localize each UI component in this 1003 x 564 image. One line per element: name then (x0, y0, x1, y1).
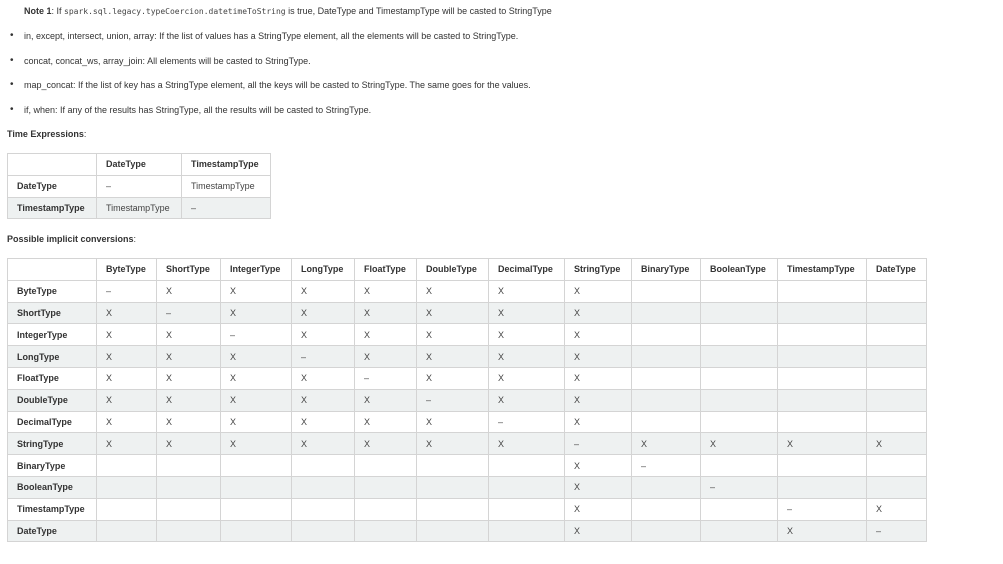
table-cell: TimestampType (97, 197, 182, 219)
table-cell: – (778, 498, 867, 520)
table-cell: X (355, 346, 417, 368)
table-cell: X (221, 280, 292, 302)
table-cell: X (97, 389, 157, 411)
table-cell: X (292, 411, 355, 433)
column-header: ByteType (97, 259, 157, 281)
table-cell: X (292, 324, 355, 346)
table-cell: X (489, 367, 565, 389)
row-header: ShortType (8, 302, 97, 324)
row-header: BinaryType (8, 455, 97, 477)
table-cell: – (355, 367, 417, 389)
table-cell: X (157, 389, 221, 411)
table-cell: – (565, 433, 632, 455)
column-header: BooleanType (701, 259, 778, 281)
table-cell (632, 520, 701, 542)
table-cell (701, 520, 778, 542)
table-cell: X (157, 433, 221, 455)
table-row (8, 520, 927, 542)
table-row (8, 455, 927, 477)
table-cell: X (355, 411, 417, 433)
table-cell (867, 367, 927, 389)
table-cell (489, 520, 565, 542)
table-cell: X (417, 367, 489, 389)
row-header: BooleanType (8, 476, 97, 498)
table-cell (157, 520, 221, 542)
table-cell (221, 498, 292, 520)
table-cell (157, 455, 221, 477)
list-item: • concat, concat_ws, array_join: All elements will be casted to StringType. (24, 51, 531, 76)
table-cell (292, 498, 355, 520)
table-cell: X (292, 280, 355, 302)
table-cell: – (157, 302, 221, 324)
table-cell: X (565, 280, 632, 302)
table-cell: X (417, 346, 489, 368)
table-cell (632, 302, 701, 324)
table-cell: X (97, 324, 157, 346)
table-cell: X (355, 302, 417, 324)
table-cell (489, 455, 565, 477)
table-cell: – (701, 476, 778, 498)
table-cell: – (221, 324, 292, 346)
table-cell: – (97, 280, 157, 302)
table-cell: X (565, 498, 632, 520)
column-header: DecimalType (489, 259, 565, 281)
table-cell (157, 498, 221, 520)
table-cell: X (489, 433, 565, 455)
table-cell: X (417, 280, 489, 302)
table-cell (97, 520, 157, 542)
note-prefix: : If (51, 6, 65, 16)
table-cell: X (565, 346, 632, 368)
list-item: • map_concat: If the list of key has a StringType element, all the keys will be casted to StringType. The same goes for the values. (24, 75, 531, 100)
row-header: LongType (8, 346, 97, 368)
table-cell (632, 324, 701, 346)
table-row (8, 476, 927, 498)
table-cell: X (565, 520, 632, 542)
table-cell: – (867, 520, 927, 542)
table-cell: – (292, 346, 355, 368)
table-cell: X (778, 520, 867, 542)
table-cell (417, 455, 489, 477)
table-cell: X (701, 433, 778, 455)
table-cell: X (565, 302, 632, 324)
table-cell (701, 455, 778, 477)
table-cell: X (632, 433, 701, 455)
table-cell (701, 280, 778, 302)
table-cell (97, 498, 157, 520)
table-cell: X (489, 324, 565, 346)
table-cell: X (565, 389, 632, 411)
table-cell: X (867, 433, 927, 455)
table-cell (417, 476, 489, 498)
table-row (8, 346, 927, 368)
table-cell (867, 280, 927, 302)
table-cell (632, 367, 701, 389)
table-row (8, 498, 927, 520)
column-header: BinaryType (632, 259, 701, 281)
table-cell (778, 476, 867, 498)
table-row (8, 389, 927, 411)
column-header: TimestampType (778, 259, 867, 281)
column-header: ShortType (157, 259, 221, 281)
table-cell (778, 389, 867, 411)
table-cell (778, 324, 867, 346)
table-cell: X (778, 433, 867, 455)
table-cell: X (221, 346, 292, 368)
table-cell (355, 455, 417, 477)
table-cell: X (417, 324, 489, 346)
table-cell: X (157, 411, 221, 433)
table-cell (292, 476, 355, 498)
table-cell: X (565, 324, 632, 346)
table-cell: X (355, 280, 417, 302)
table-header-row (8, 259, 927, 281)
table-cell: X (157, 346, 221, 368)
column-header: IntegerType (221, 259, 292, 281)
table-cell: – (97, 175, 182, 197)
coercion-rules-list (24, 26, 531, 124)
table-cell: X (221, 411, 292, 433)
table-cell: X (489, 346, 565, 368)
table-cell: X (565, 455, 632, 477)
table-row (8, 280, 927, 302)
table-cell: X (417, 302, 489, 324)
table-row (8, 433, 927, 455)
table-cell: X (221, 367, 292, 389)
table-cell: X (97, 411, 157, 433)
note-label: Note 1 (24, 6, 52, 16)
row-header: TimestampType (8, 498, 97, 520)
table-cell (292, 520, 355, 542)
table-row (8, 175, 271, 197)
table-cell: X (417, 411, 489, 433)
table-cell (867, 455, 927, 477)
table-cell: X (292, 302, 355, 324)
table-cell: X (489, 302, 565, 324)
table-cell: X (97, 433, 157, 455)
table-cell: X (221, 302, 292, 324)
column-header: DateType (867, 259, 927, 281)
row-header: DateType (8, 520, 97, 542)
row-header: DoubleType (8, 389, 97, 411)
config-key: spark.sql.legacy.typeCoercion.datetimeToString (64, 7, 286, 16)
list-item: • if, when: If any of the results has StringType, all the results will be casted to StringType. (24, 100, 531, 125)
table-cell: X (565, 367, 632, 389)
table-cell (867, 411, 927, 433)
table-cell: X (157, 367, 221, 389)
table-cell (632, 411, 701, 433)
table-cell: X (97, 302, 157, 324)
table-cell: X (489, 389, 565, 411)
table-cell (867, 346, 927, 368)
implicit-conversions-heading: Possible implicit conversions: (7, 234, 137, 244)
table-cell: X (489, 280, 565, 302)
table-cell: X (221, 433, 292, 455)
table-cell: X (97, 367, 157, 389)
table-cell: X (867, 498, 927, 520)
time-expressions-heading: Time Expressions: (7, 129, 87, 139)
table-cell (778, 411, 867, 433)
column-header (8, 154, 97, 176)
table-cell: X (221, 389, 292, 411)
table-cell (97, 476, 157, 498)
note-line (24, 6, 552, 16)
table-cell (157, 476, 221, 498)
table-cell: X (355, 433, 417, 455)
table-cell (632, 498, 701, 520)
table-cell (778, 280, 867, 302)
table-cell (97, 455, 157, 477)
table-cell: X (292, 367, 355, 389)
table-cell (867, 302, 927, 324)
table-cell: – (489, 411, 565, 433)
table-cell: – (632, 455, 701, 477)
column-header: FloatType (355, 259, 417, 281)
table-cell (489, 498, 565, 520)
table-cell: X (157, 324, 221, 346)
table-cell (355, 476, 417, 498)
table-cell (632, 389, 701, 411)
column-header: LongType (292, 259, 355, 281)
note-suffix: is true, DateType and TimestampType will be casted to StringType (285, 6, 552, 16)
table-row (8, 367, 927, 389)
table-cell (632, 280, 701, 302)
table-cell (701, 498, 778, 520)
column-header (8, 259, 97, 281)
table-cell (221, 520, 292, 542)
table-cell (355, 498, 417, 520)
time-expressions-title: Time Expressions (7, 129, 84, 139)
table-cell: TimestampType (182, 175, 271, 197)
table-cell: X (565, 411, 632, 433)
table-cell (778, 455, 867, 477)
table-cell (701, 302, 778, 324)
list-item: • in, except, intersect, union, array: If the list of values has a StringType element, all the elements will be casted to StringType. (24, 26, 531, 51)
column-header: DoubleType (417, 259, 489, 281)
table-cell (292, 455, 355, 477)
table-cell (632, 346, 701, 368)
implicit-conversions-table (7, 258, 927, 542)
table-row (8, 324, 927, 346)
table-cell: – (182, 197, 271, 219)
row-header: FloatType (8, 367, 97, 389)
table-row (8, 197, 271, 219)
column-header: StringType (565, 259, 632, 281)
table-cell: X (565, 476, 632, 498)
row-header: DateType (8, 175, 97, 197)
time-expressions-table (7, 153, 271, 219)
column-header: DateType (97, 154, 182, 176)
table-cell (701, 367, 778, 389)
table-cell (701, 324, 778, 346)
table-cell (778, 302, 867, 324)
table-cell (417, 520, 489, 542)
table-cell (778, 367, 867, 389)
column-header: TimestampType (182, 154, 271, 176)
table-cell (778, 346, 867, 368)
table-cell: X (157, 280, 221, 302)
table-cell (417, 498, 489, 520)
table-cell (867, 324, 927, 346)
table-cell (221, 476, 292, 498)
table-cell: X (292, 389, 355, 411)
table-row (8, 411, 927, 433)
table-cell (701, 346, 778, 368)
table-cell: X (292, 433, 355, 455)
row-header: DecimalType (8, 411, 97, 433)
table-cell (701, 411, 778, 433)
table-cell (701, 389, 778, 411)
implicit-conversions-title: Possible implicit conversions (7, 234, 134, 244)
row-header: StringType (8, 433, 97, 455)
table-cell (355, 520, 417, 542)
table-row (8, 302, 927, 324)
table-header-row (8, 154, 271, 176)
row-header: ByteType (8, 280, 97, 302)
table-cell: X (355, 389, 417, 411)
table-cell: X (355, 324, 417, 346)
table-cell: X (97, 346, 157, 368)
row-header: TimestampType (8, 197, 97, 219)
table-cell (489, 476, 565, 498)
table-cell (867, 389, 927, 411)
row-header: IntegerType (8, 324, 97, 346)
table-cell (632, 476, 701, 498)
table-cell: X (417, 433, 489, 455)
table-cell (867, 476, 927, 498)
table-cell (221, 455, 292, 477)
table-cell: – (417, 389, 489, 411)
